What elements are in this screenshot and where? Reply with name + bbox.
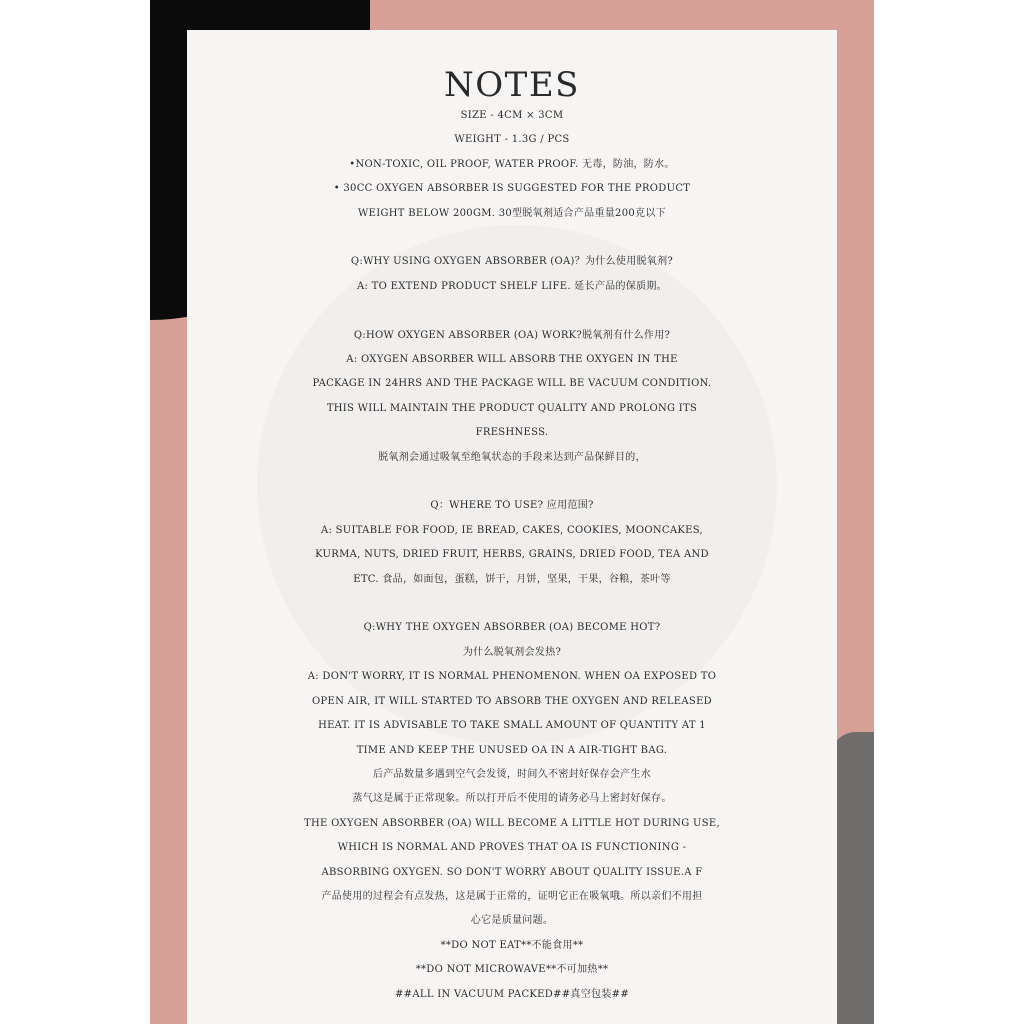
faq-answer: ETC. 食品，如面包，蛋糕，饼干，月饼，坚果，干果，谷粮，茶叶等: [353, 573, 671, 585]
vacuum-packed-note: ##ALL IN VACUUM PACKED##真空包装##: [395, 988, 629, 1000]
faq-answer: TIME AND KEEP THE UNUSED OA IN A AIR-TIGHT BAG.: [356, 744, 668, 756]
faq-answer: A: OXYGEN ABSORBER WILL ABSORB THE OXYGEN IN THE: [346, 354, 678, 366]
faq-answer: KURMA, NUTS, DRIED FRUIT, HERBS, GRAINS, DRIED FOOD, TEA AND: [315, 549, 709, 561]
faq-answer: 产品使用的过程会有点发热，这是属于正常的，证明它正在吸氧哦。所以亲们不用担: [321, 890, 703, 902]
faq-answer: 脱氧剂会通过吸氧至绝氧状态的手段来达到产品保鲜目的，: [378, 451, 646, 463]
feature-text: •NON-TOXIC, OIL PROOF, WATER PROOF. 无毒，防油，防水。: [349, 158, 675, 170]
spacer: [187, 592, 837, 616]
right-margin: [874, 0, 1024, 1024]
left-margin: [0, 0, 150, 1024]
faq-answer: A: DON'T WORRY, IT IS NORMAL PHENOMENON. WHEN OA EXPOSED TO: [307, 671, 717, 683]
size-text: SIZE - 4CM × 3CM: [460, 110, 564, 121]
suggestion-text: WEIGHT BELOW 200GM. 30型脱氧剂适合产品重量200克以下: [358, 207, 666, 219]
faq-question: Q：WHERE TO USE? 应用范围?: [430, 500, 594, 512]
faq-question: Q:WHY THE OXYGEN ABSORBER (OA) BECOME HOT?: [363, 622, 661, 634]
faq-answer: A: SUITABLE FOR FOOD, IE BREAD, CAKES, COOKIES, MOONCAKES,: [320, 524, 704, 536]
suggestion-text: • 30CC OXYGEN ABSORBER IS SUGGESTED FOR THE PRODUCT: [333, 183, 691, 195]
faq-question: Q:WHY USING OXYGEN ABSORBER (OA)？为什么使用脱氧剂?: [350, 256, 674, 268]
faq-answer: HEAT. IT IS ADVISABLE TO TAKE SMALL AMOUNT OF QUANTITY AT 1: [318, 720, 706, 732]
faq-answer: 心它是质量问题。: [470, 915, 554, 927]
warning-do-not-microwave: **DO NOT MICROWAVE**不可加热**: [415, 964, 609, 976]
notes-card: [187, 30, 837, 1024]
faq-question: 为什么脱氧剂会发热?: [462, 646, 562, 658]
page-title: NOTES: [444, 65, 580, 105]
faq-answer: 蒸气这是属于正常现象。所以打开后不使用的请务必马上密封好保存。: [352, 793, 672, 805]
spacer: [187, 226, 837, 250]
faq-answer: FRESHNESS.: [475, 427, 549, 439]
notes-poster: [150, 0, 874, 1024]
faq-answer: OPEN AIR, IT WILL STARTED TO ABSORB THE OXYGEN AND RELEASED: [312, 695, 712, 707]
spacer: [187, 470, 837, 494]
weight-text: WEIGHT - 1.3G / PCS: [454, 134, 570, 146]
faq-answer: 后产品数量多遇到空气会发烫，时间久不密封好保存会产生水: [372, 768, 652, 780]
faq-answer: PACKAGE IN 24HRS AND THE PACKAGE WILL BE VACUUM CONDITION.: [312, 378, 712, 390]
notes-content: [187, 65, 837, 1007]
warning-do-not-eat: **DO NOT EAT**不能食用**: [440, 939, 584, 951]
faq-answer: ABSORBING OXYGEN. SO DON'T WORRY ABOUT QUALITY ISSUE.A F: [321, 866, 703, 878]
faq-answer: WHICH IS NORMAL AND PROVES THAT OA IS FUNCTIONING -: [337, 842, 687, 854]
faq-answer: A: TO EXTEND PRODUCT SHELF LIFE. 延长产品的保质期。: [357, 280, 667, 292]
faq-question: Q:HOW OXYGEN ABSORBER (OA) WORK?脱氧剂有什么作用?: [353, 329, 671, 341]
spacer: [187, 299, 837, 323]
faq-answer: THIS WILL MAINTAIN THE PRODUCT QUALITY AND PROLONG ITS: [326, 402, 698, 414]
faq-answer: THE OXYGEN ABSORBER (OA) WILL BECOME A LITTLE HOT DURING USE,: [304, 817, 720, 829]
